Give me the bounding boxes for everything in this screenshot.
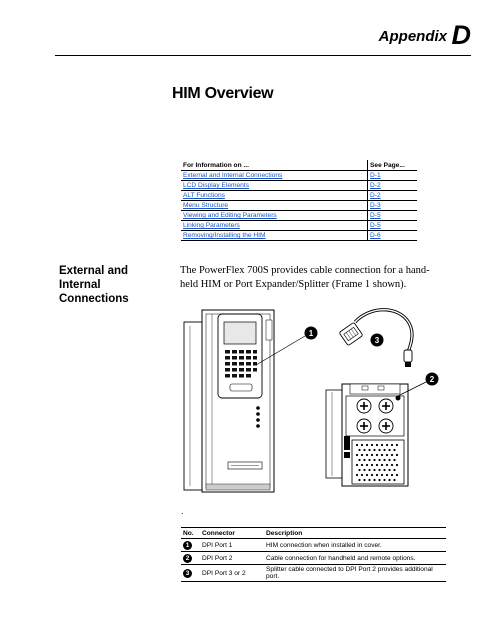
contents-table [181,160,417,241]
svg-text:1: 1 [308,329,314,338]
connector-table-header [181,528,446,539]
contents-row [181,231,417,241]
contents-page-link[interactable]: D-5 [370,222,381,229]
contents-link[interactable]: LCD Display Elements [183,182,249,189]
drive-front-view [184,310,274,492]
table-row [181,565,446,582]
callout-2 [426,373,439,386]
number-badge: 2 [183,554,192,563]
contents-link[interactable]: Viewing and Editing Parameters [183,212,277,219]
connector-cell: DPI Port 1 [200,539,264,552]
description-cell: Cable connection for handheld and remote options. [264,552,446,565]
intro-paragraph: The PowerFlex 700S provides cable connection for a hand-held HIM or Port Expander/Splitter (Frame 1 shown). [180,265,430,290]
contents-page-link[interactable]: D-6 [370,232,381,239]
contents-table-header [181,160,417,171]
col-connector-header: Connector [200,528,264,539]
contents-link[interactable]: ALT Functions [183,192,225,199]
header-rule [55,55,471,56]
contents-page-link[interactable]: D-1 [370,172,381,179]
contents-page-link[interactable]: D-2 [370,182,381,189]
connector-cell: DPI Port 3 or 2 [200,565,264,582]
drive-illustration [150,300,440,505]
col-no-header: No. [181,528,200,539]
callout-1 [305,327,318,340]
contents-topic-header: For Information on ... [181,160,368,171]
table-row [181,552,446,565]
contents-row [181,201,417,211]
table-row [181,539,446,552]
section-heading: External and Internal Connections [59,265,129,305]
contents-row [181,221,417,231]
col-description-header: Description [264,528,446,539]
drive-top-view [326,384,408,486]
svg-text:3: 3 [374,336,380,345]
contents-page-header: See Page... [368,160,418,171]
contents-row [181,191,417,201]
contents-row [181,171,417,181]
number-badge: 3 [183,569,192,578]
callout-3 [371,334,384,347]
contents-link[interactable]: Menu Structure [183,202,229,209]
contents-link[interactable]: Removing/Installing the HIM [183,232,266,239]
him-keypad [218,314,262,398]
contents-page-link[interactable]: D-5 [370,212,381,219]
connector-cell: DPI Port 2 [200,552,264,565]
svg-text:2: 2 [429,375,435,384]
contents-page-link[interactable]: D-2 [370,192,381,199]
contents-link[interactable]: External and Internal Connections [183,172,283,179]
description-cell: HIM connection when installed in cover. [264,539,446,552]
contents-row [181,181,417,191]
appendix-letter: D [451,20,471,50]
description-cell: Splitter cable connected to DPI Port 2 provides additional port. [264,565,446,582]
connector-table [181,527,446,582]
appendix-label: Appendix [378,28,447,45]
stray-mark: . [181,506,184,516]
contents-row [181,211,417,221]
contents-link[interactable]: Linking Parameters [183,222,240,229]
page-title: HIM Overview [172,85,274,102]
number-badge: 1 [183,541,192,550]
contents-page-link[interactable]: D-3 [370,202,381,209]
